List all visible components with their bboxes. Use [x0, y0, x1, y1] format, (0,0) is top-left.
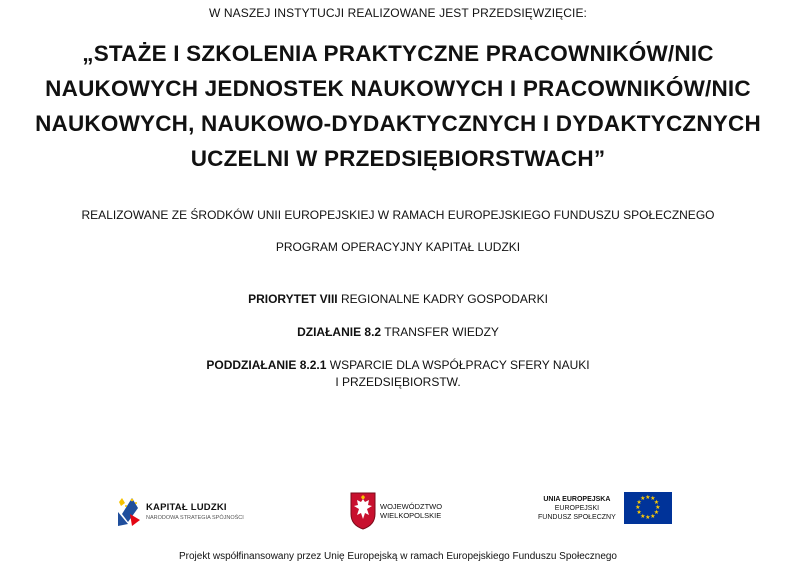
poddzialanie-value-2: I PRZEDSIĘBIORSTW.	[335, 375, 461, 389]
intro-text: W NASZEJ INSTYTUCJI REALIZOWANE JEST PRZEDSIĘWZIĘCIE:	[208, 6, 587, 20]
eu-star-icon: ★	[653, 510, 660, 516]
title-line-1: „STAŻE I SZKOLENIA PRAKTYCZNE PRACOWNIKÓW/NIC	[82, 41, 714, 66]
funding-text: REALIZOWANE ZE ŚRODKÓW UNII EUROPEJSKIEJ W RAMACH EUROPEJSKIEGO FUNDUSZU SPOŁECZNEGO	[81, 208, 715, 222]
wielkopolskie-logo	[350, 492, 442, 530]
kapital-ludzki-logo-icon	[116, 494, 142, 528]
kapital-ludzki-logo	[116, 494, 244, 528]
eu-star-icon: ★	[655, 505, 661, 511]
eu-star-icon: ★	[635, 505, 641, 511]
poddzialanie-value-1: WSPARCIE DLA WSPÓŁPRACY SFERY NAUKI	[329, 358, 590, 372]
ue-efs-logo	[538, 492, 672, 524]
ue-line-3: FUNDUSZ SPOŁECZNY	[538, 513, 616, 521]
eu-star-icon: ★	[636, 500, 642, 506]
wielkopolska-eagle-crest-icon	[350, 492, 376, 530]
dzialanie-line	[0, 325, 796, 339]
ue-text	[538, 495, 616, 522]
logo-strip	[0, 488, 796, 536]
dzialanie-value: TRANSFER WIEDZY	[384, 325, 499, 339]
eu-star-icon: ★	[645, 495, 651, 501]
eu-star-icon: ★	[640, 496, 646, 503]
wielkopolskie-line-2: WIELKOPOLSKIE	[380, 511, 442, 520]
eu-star-icon: ★	[645, 515, 651, 521]
ue-line-2: EUROPEJSKI	[554, 504, 600, 512]
poddzialanie-label: PODDZIAŁANIE 8.2.1	[206, 358, 327, 372]
kapital-ludzki-text	[146, 502, 244, 521]
poddzialanie-line-1	[0, 357, 796, 374]
priorytet-label: PRIORYTET VIII	[248, 292, 338, 306]
title-line-2: NAUKOWYCH JEDNOSTEK NAUKOWYCH I PRACOWNIKÓW/NIC	[45, 76, 751, 101]
priorytet-line	[0, 292, 796, 306]
eu-star-icon: ★	[650, 513, 656, 520]
kapital-ludzki-name: KAPITAŁ LUDZKI	[146, 501, 227, 513]
kapital-ludzki-subtitle: NARODOWA STRATEGIA SPÓJNOŚCI	[146, 514, 244, 521]
wielkopolskie-line-1: WOJEWÓDZTWO	[380, 502, 443, 511]
eu-flag-icon	[624, 492, 672, 524]
title-line-4: UCZELNI W PRZEDSIĘBIORSTWACH”	[190, 146, 606, 171]
priorytet-value: REGIONALNE KADRY GOSPODARKI	[340, 292, 548, 306]
program-text: PROGRAM OPERACYJNY KAPITAŁ LUDZKI	[275, 240, 521, 254]
eu-star-icon: ★	[650, 496, 656, 503]
eu-star-icon: ★	[636, 510, 642, 516]
poddzialanie-block	[0, 357, 796, 391]
ue-line-1: UNIA EUROPEJSKA	[543, 495, 611, 503]
title-line-3: NAUKOWYCH, NAUKOWO-DYDAKTYCZNYCH I DYDAKTYCZNYCH	[35, 111, 761, 136]
eu-star-icon: ★	[653, 500, 660, 506]
dzialanie-label: DZIAŁANIE 8.2	[297, 325, 382, 339]
footer-text: Projekt współfinansowany przez Unię Europejską w ramach Europejskiego Funduszu Społecznego	[178, 551, 617, 562]
eu-star-icon: ★	[640, 513, 646, 520]
project-title	[0, 36, 796, 176]
wielkopolskie-text	[380, 502, 442, 520]
